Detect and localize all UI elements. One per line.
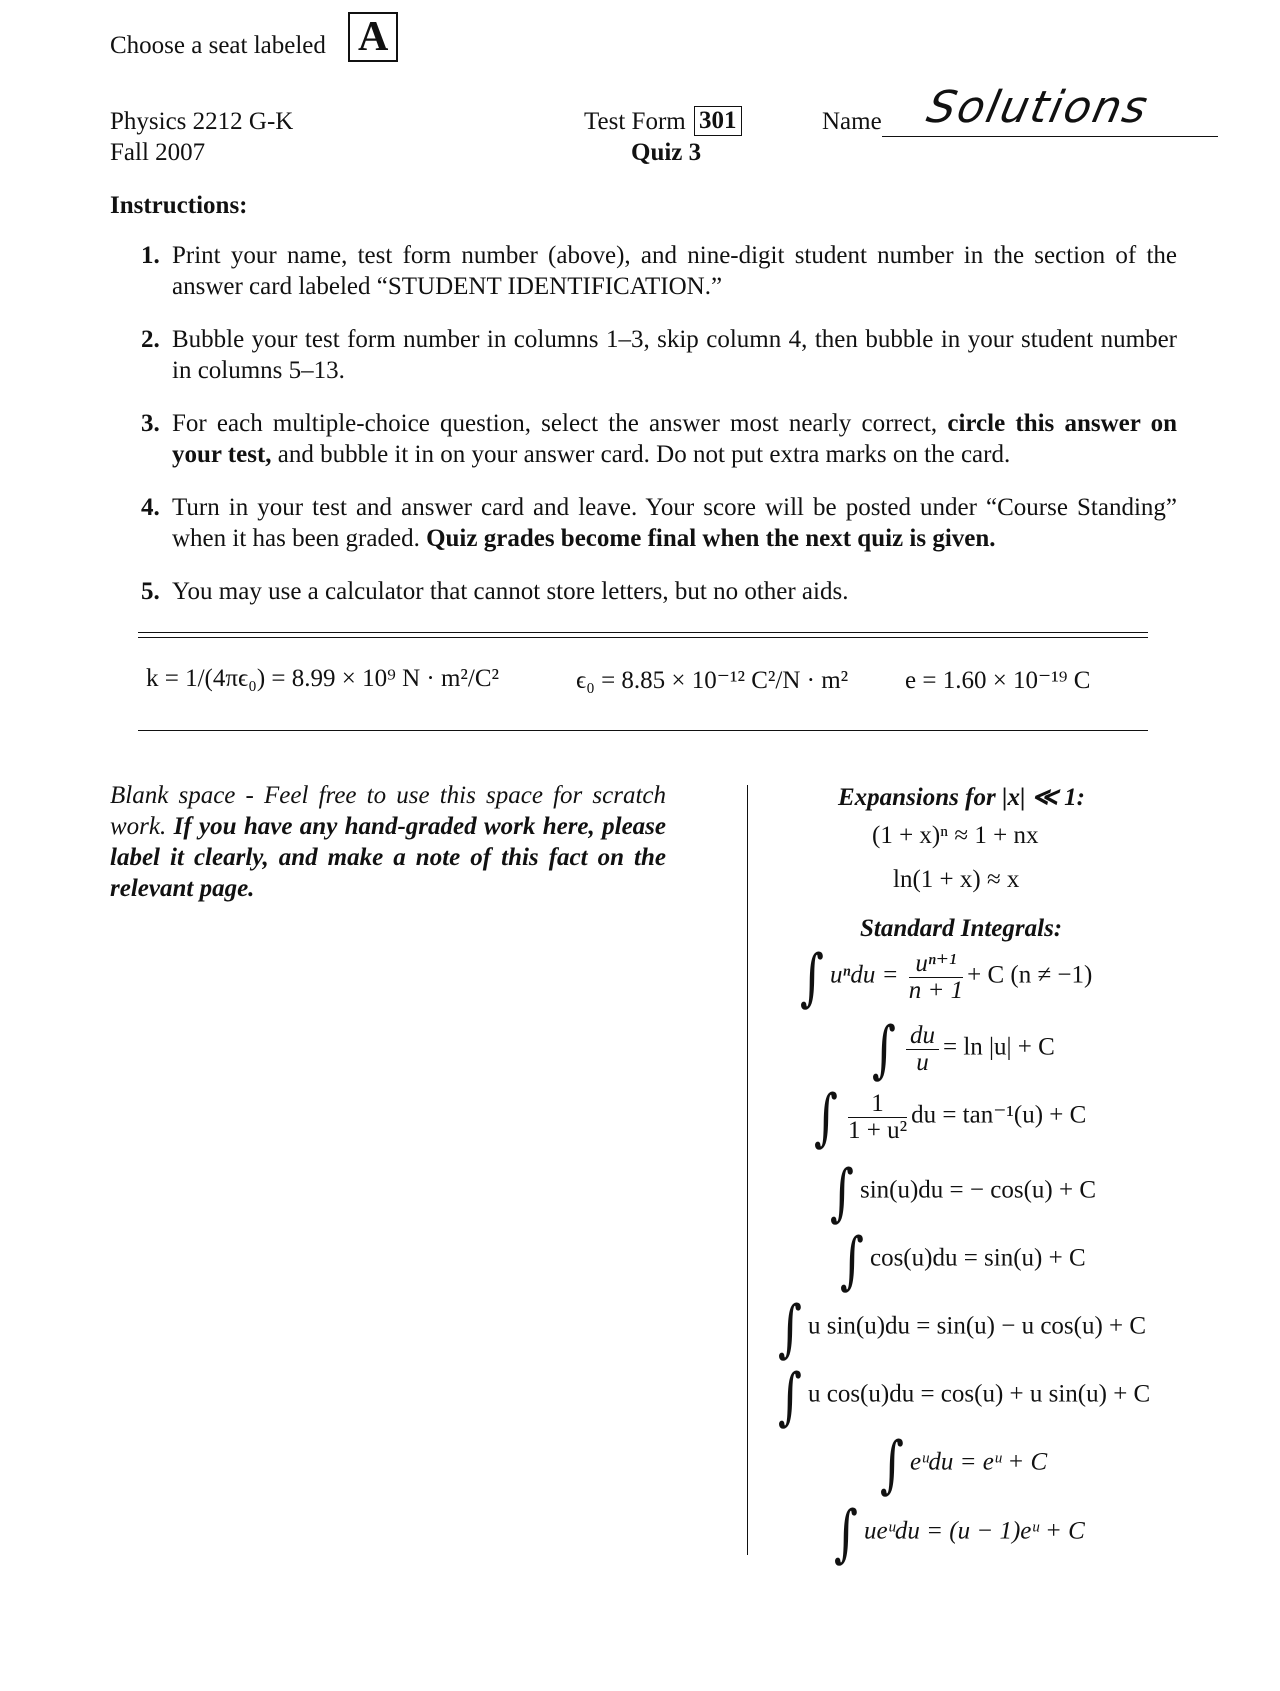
test-form-number: 301	[694, 106, 742, 136]
instruction-emphasis: circle this answer on your test,	[172, 410, 1178, 468]
divider	[138, 632, 1148, 633]
integral-log	[872, 1012, 1055, 1086]
integral-u-cos-expr: u cos(u)du = cos(u) + u sin(u) + C	[807, 1380, 1151, 1408]
integral-sign: ∫	[800, 940, 824, 1014]
instruction-text: You may use a calculator that cannot store letters, but no other aids.	[172, 578, 849, 605]
integral-sign: ∫	[814, 1080, 838, 1154]
fraction-denominator: u	[916, 1048, 929, 1076]
integral-exp-expr: eᵘdu = eᵘ + C	[909, 1448, 1048, 1476]
name-signature: Solutions	[922, 82, 1154, 133]
fraction	[909, 951, 963, 1004]
scratch-note-emphasis: If you have any hand-graded work here, please label it clearly, and make a note of this fact on the relevant page.	[110, 813, 666, 902]
integral-sign: ∫	[778, 1359, 802, 1433]
integral-sign: ∫	[778, 1291, 802, 1365]
name-underline	[882, 136, 1218, 137]
integral-u-exp-expr: ueᵘdu = (u − 1)eᵘ + C	[863, 1517, 1085, 1545]
expansion-power: (1 + x)ⁿ ≈ 1 + nx	[872, 822, 1039, 849]
instruction-text: Print your name, test form number (above), and nine-digit student number in the section of the answer card labeled “STUDENT IDENTIFICATION.”	[172, 242, 1177, 300]
integral-sin-expr: sin(u)du = − cos(u) + C	[859, 1176, 1096, 1204]
test-form-label: Test Form	[584, 108, 686, 135]
fraction-numerator: 1	[848, 1091, 907, 1118]
column-divider	[747, 785, 748, 1555]
integral-u-sin	[778, 1291, 1147, 1365]
integral-sign: ∫	[840, 1223, 864, 1297]
integral-u-cos	[778, 1359, 1151, 1433]
instruction-item	[131, 576, 1177, 607]
constant-eps0: ϵ₀ = 8.85 × 10⁻¹² C²/N · m²	[576, 667, 849, 694]
fraction-numerator: uⁿ⁺¹	[909, 951, 963, 978]
instruction-number: 1.	[141, 242, 160, 269]
constant-k: k = 1/(4πϵ₀) = 8.99 × 10⁹ N · m²/C²	[146, 665, 500, 692]
fraction-denominator: 1 + u²	[847, 1116, 908, 1144]
instruction-number: 2.	[141, 326, 160, 353]
integrals-title: Standard Integrals:	[860, 915, 1063, 942]
fraction-numerator: du	[906, 1023, 939, 1050]
integral-u-exp	[834, 1496, 1085, 1570]
instruction-text: For each multiple-choice question, select the answer most nearly correct,	[172, 410, 948, 437]
integral-sign: ∫	[834, 1496, 858, 1570]
instruction-item	[131, 324, 1177, 386]
seat-label-box: A	[348, 12, 398, 62]
instruction-text: Bubble your test form number in columns 1–3, skip column 4, then bubble in your student number in columns 5–13.	[172, 326, 1177, 384]
integral-sign: ∫	[880, 1427, 904, 1501]
divider	[138, 637, 1148, 638]
constant-e: e = 1.60 × 10⁻¹⁹ C	[905, 667, 1091, 694]
quiz-title: Quiz 3	[631, 139, 702, 166]
instruction-number: 5.	[141, 578, 160, 605]
integral-arctan	[814, 1080, 1087, 1154]
instruction-number: 3.	[141, 410, 160, 437]
instruction-item	[131, 240, 1177, 302]
integral-arctan-rhs: du = tan⁻¹(u) + C	[911, 1101, 1087, 1129]
integral-power	[800, 940, 1093, 1014]
integral-power-lhs: uⁿdu =	[829, 961, 899, 989]
fraction-denominator: n + 1	[908, 976, 964, 1004]
instruction-text: and bubble it in on your answer card. Do not put extra marks on the card.	[271, 441, 1011, 468]
fraction	[906, 1023, 939, 1076]
integral-power-rhs: + C (n ≠ −1)	[967, 961, 1093, 989]
integral-exp	[880, 1427, 1048, 1501]
fraction	[848, 1091, 907, 1144]
instruction-item	[131, 492, 1177, 554]
expansion-log: ln(1 + x) ≈ x	[893, 866, 1020, 893]
integral-sin	[830, 1155, 1096, 1229]
seat-prompt: Choose a seat labeled	[110, 32, 326, 59]
name-label: Name	[822, 108, 882, 135]
integral-sign: ∫	[872, 1012, 896, 1086]
instruction-number: 4.	[141, 494, 160, 521]
integral-log-rhs: = ln |u| + C	[942, 1033, 1055, 1061]
expansions-title: Expansions for |x| ≪ 1:	[838, 784, 1085, 811]
integral-u-sin-expr: u sin(u)du = sin(u) − u cos(u) + C	[807, 1312, 1147, 1340]
integral-cos	[840, 1223, 1086, 1297]
course-term: Fall 2007	[110, 139, 206, 166]
integral-cos-expr: cos(u)du = sin(u) + C	[869, 1244, 1086, 1272]
instructions-title: Instructions:	[110, 192, 248, 219]
instruction-item	[131, 408, 1177, 470]
instructions-list	[131, 240, 1177, 629]
scratch-note	[110, 780, 666, 904]
instruction-emphasis: Quiz grades become final when the next quiz is given.	[426, 525, 996, 552]
instruction-text: Turn in your test and answer card and leave. Your score will be posted under “Course Standing” when it has been graded.	[172, 494, 1177, 552]
integral-sign: ∫	[830, 1155, 854, 1229]
divider	[138, 730, 1148, 731]
course-name: Physics 2212 G-K	[110, 108, 294, 135]
scratch-note-text: Blank space - Feel free to use this space for scratch work.	[110, 782, 666, 840]
